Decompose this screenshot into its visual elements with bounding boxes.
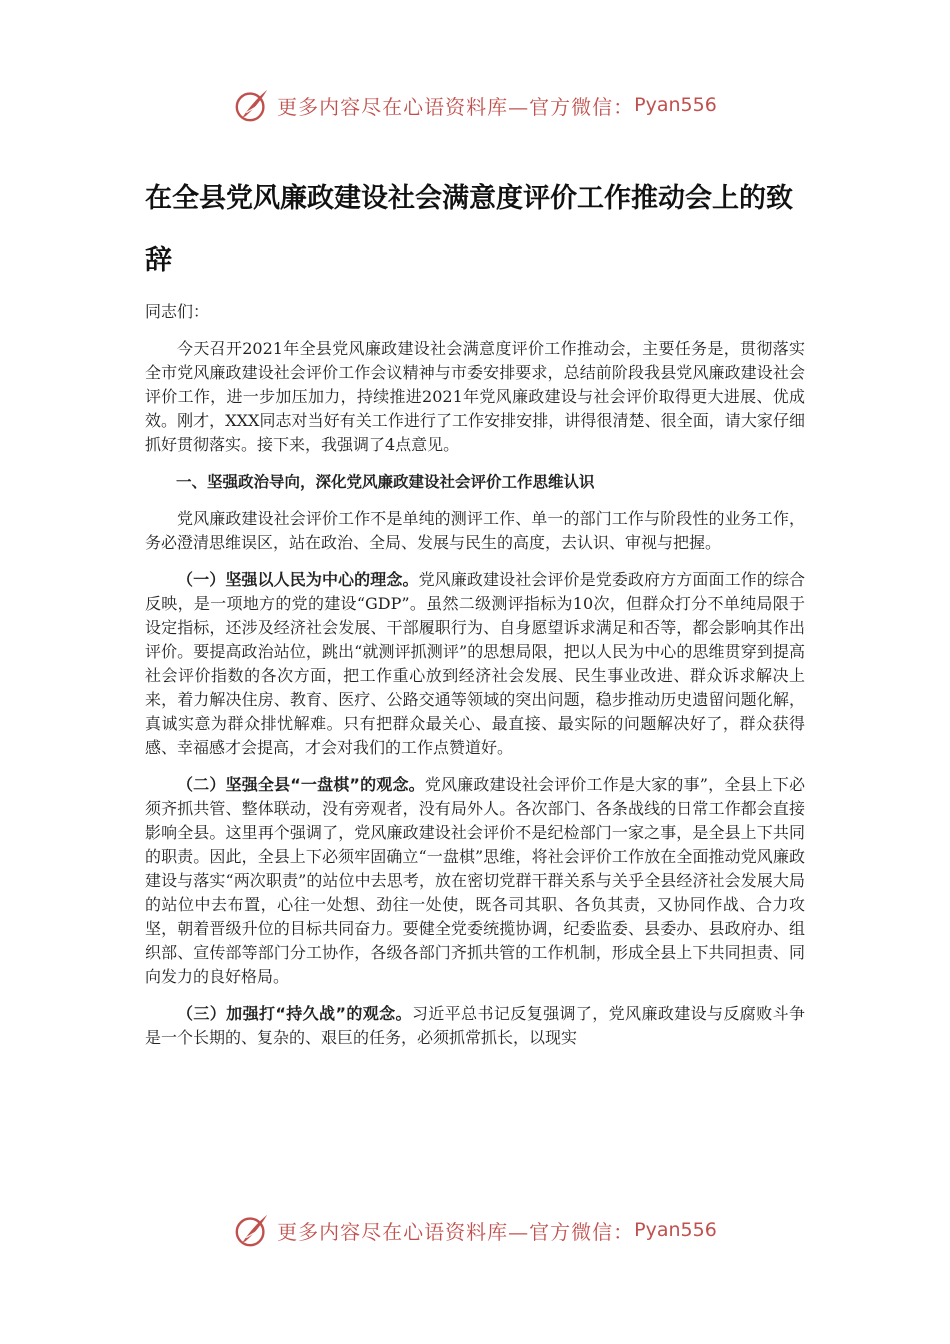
point-2-body: 党风廉政建设社会评价工作是大家的事”，全县上下必须齐抓共管、整体联动，没有旁观者，没有局外人。各次部门、各条战线的日常工作都会直接影响全县。这里再个强调了，党风廉政建设社会评价不是纪检部门一家之事，是全县上下共同的职责。因此，全县上下必须牢固确立“一盘棋”思维，将社会评价工作放在全面推动党风廉政建设与落实“两次职责”的站位中去思考，放在密切党群干群关系与关乎全县经济社会发展大局的站位中去布置，心往一处想、劲往一处使，既各司其职、各负其责，又协同作战、合力攻坚，朝着晋级升位的目标共同奋力。要健全党委统揽协调，纪委监委、县委办、县政府办、组织部、宣传部等部门分工协作，各级各部门齐抓共管的工作机制，形成全县上下共同担责、同向发力的良好格局。: [145, 775, 805, 986]
quill-pen-logo-icon: [233, 86, 271, 124]
document-body: [145, 168, 805, 1063]
header-banner: [0, 85, 950, 125]
point-3-paragraph: [145, 1002, 805, 1050]
document-title: 在全县党风廉政建设社会满意度评价工作推动会上的致辞: [145, 183, 793, 276]
section-1-intro-paragraph: 党风廉政建设社会评价工作不是单纯的测评工作、单一的部门工作与阶段性的业务工作，务必澄清思维误区，站在政治、全局、发展与民生的高度，去认识、审视与把握。: [145, 509, 805, 552]
intro-paragraph: 今天召开2021年全县党风廉政建设社会满意度评价工作推动会，主要任务是，贯彻落实全市党风廉政建设社会评价工作会议精神与市委安排要求，总结前阶段我县党风廉政建设社会评价工作，进一步加压加力，持续推进2021年党风廉政建设与社会评价取得更大进展、优成效。刚才，XXX同志对当好有关工作进行了工作安排安排，讲得很清楚、很全面，请大家仔细抓好贯彻落实。接下来，我强调了4点意见。: [145, 339, 805, 454]
point-3-lead: （三）加强打“持久战”的观念。: [177, 1004, 412, 1023]
point-1-paragraph: [145, 568, 805, 760]
point-2-lead: （二）坚强全县“一盘棋”的观念。: [177, 775, 425, 794]
salutation: 同志们：: [145, 302, 210, 321]
point-3-body: 习近平总书记反复强调了，党风廉政建设与反腐败斗争是一个长期的、复杂的、艰巨的任务，必须抓常抓长，以现实: [145, 1004, 805, 1047]
banner-wechat-id: Pyan556: [634, 1219, 717, 1241]
footer-banner: [0, 1210, 950, 1250]
section-1-heading: 一、坚强政治导向，深化党风廉政建设社会评价工作思维认识: [176, 473, 595, 491]
banner-text: 更多内容尽在心语资料库—官方微信：: [277, 1219, 635, 1244]
point-2-paragraph: [145, 773, 805, 989]
point-1-lead: （一）坚强以人民为中心的理念。: [177, 570, 419, 589]
quill-pen-logo-icon: [233, 1211, 271, 1249]
banner-text: 更多内容尽在心语资料库—官方微信：: [277, 94, 635, 119]
point-1-body: 党风廉政建设社会评价是党委政府方方面面工作的综合反映，是一项地方的党的建设“GDP”。虽然二级测评指标为10次，但群众打分不单纯局限于设定指标，还涉及经济社会发展、干部履职行为、自身愿望诉求满足和否等，都会影响其作出评价。要提高政治站位，跳出“就测评抓测评”的思想局限，把以人民为中心的思维贯穿到提高社会评价指数的各次方面，把工作重心放到经济社会发展、民生事业改进、群众诉求解决上来，着力解决住房、教育、医疗、公路交通等领域的突出问题，稳步推动历史遗留问题化解，真诚实意为群众排忧解难。只有把群众最关心、最直接、最实际的问题解决好了，群众获得感、幸福感才会提高，才会对我们的工作点赞道好。: [145, 570, 805, 757]
banner-wechat-id: Pyan556: [634, 94, 717, 116]
